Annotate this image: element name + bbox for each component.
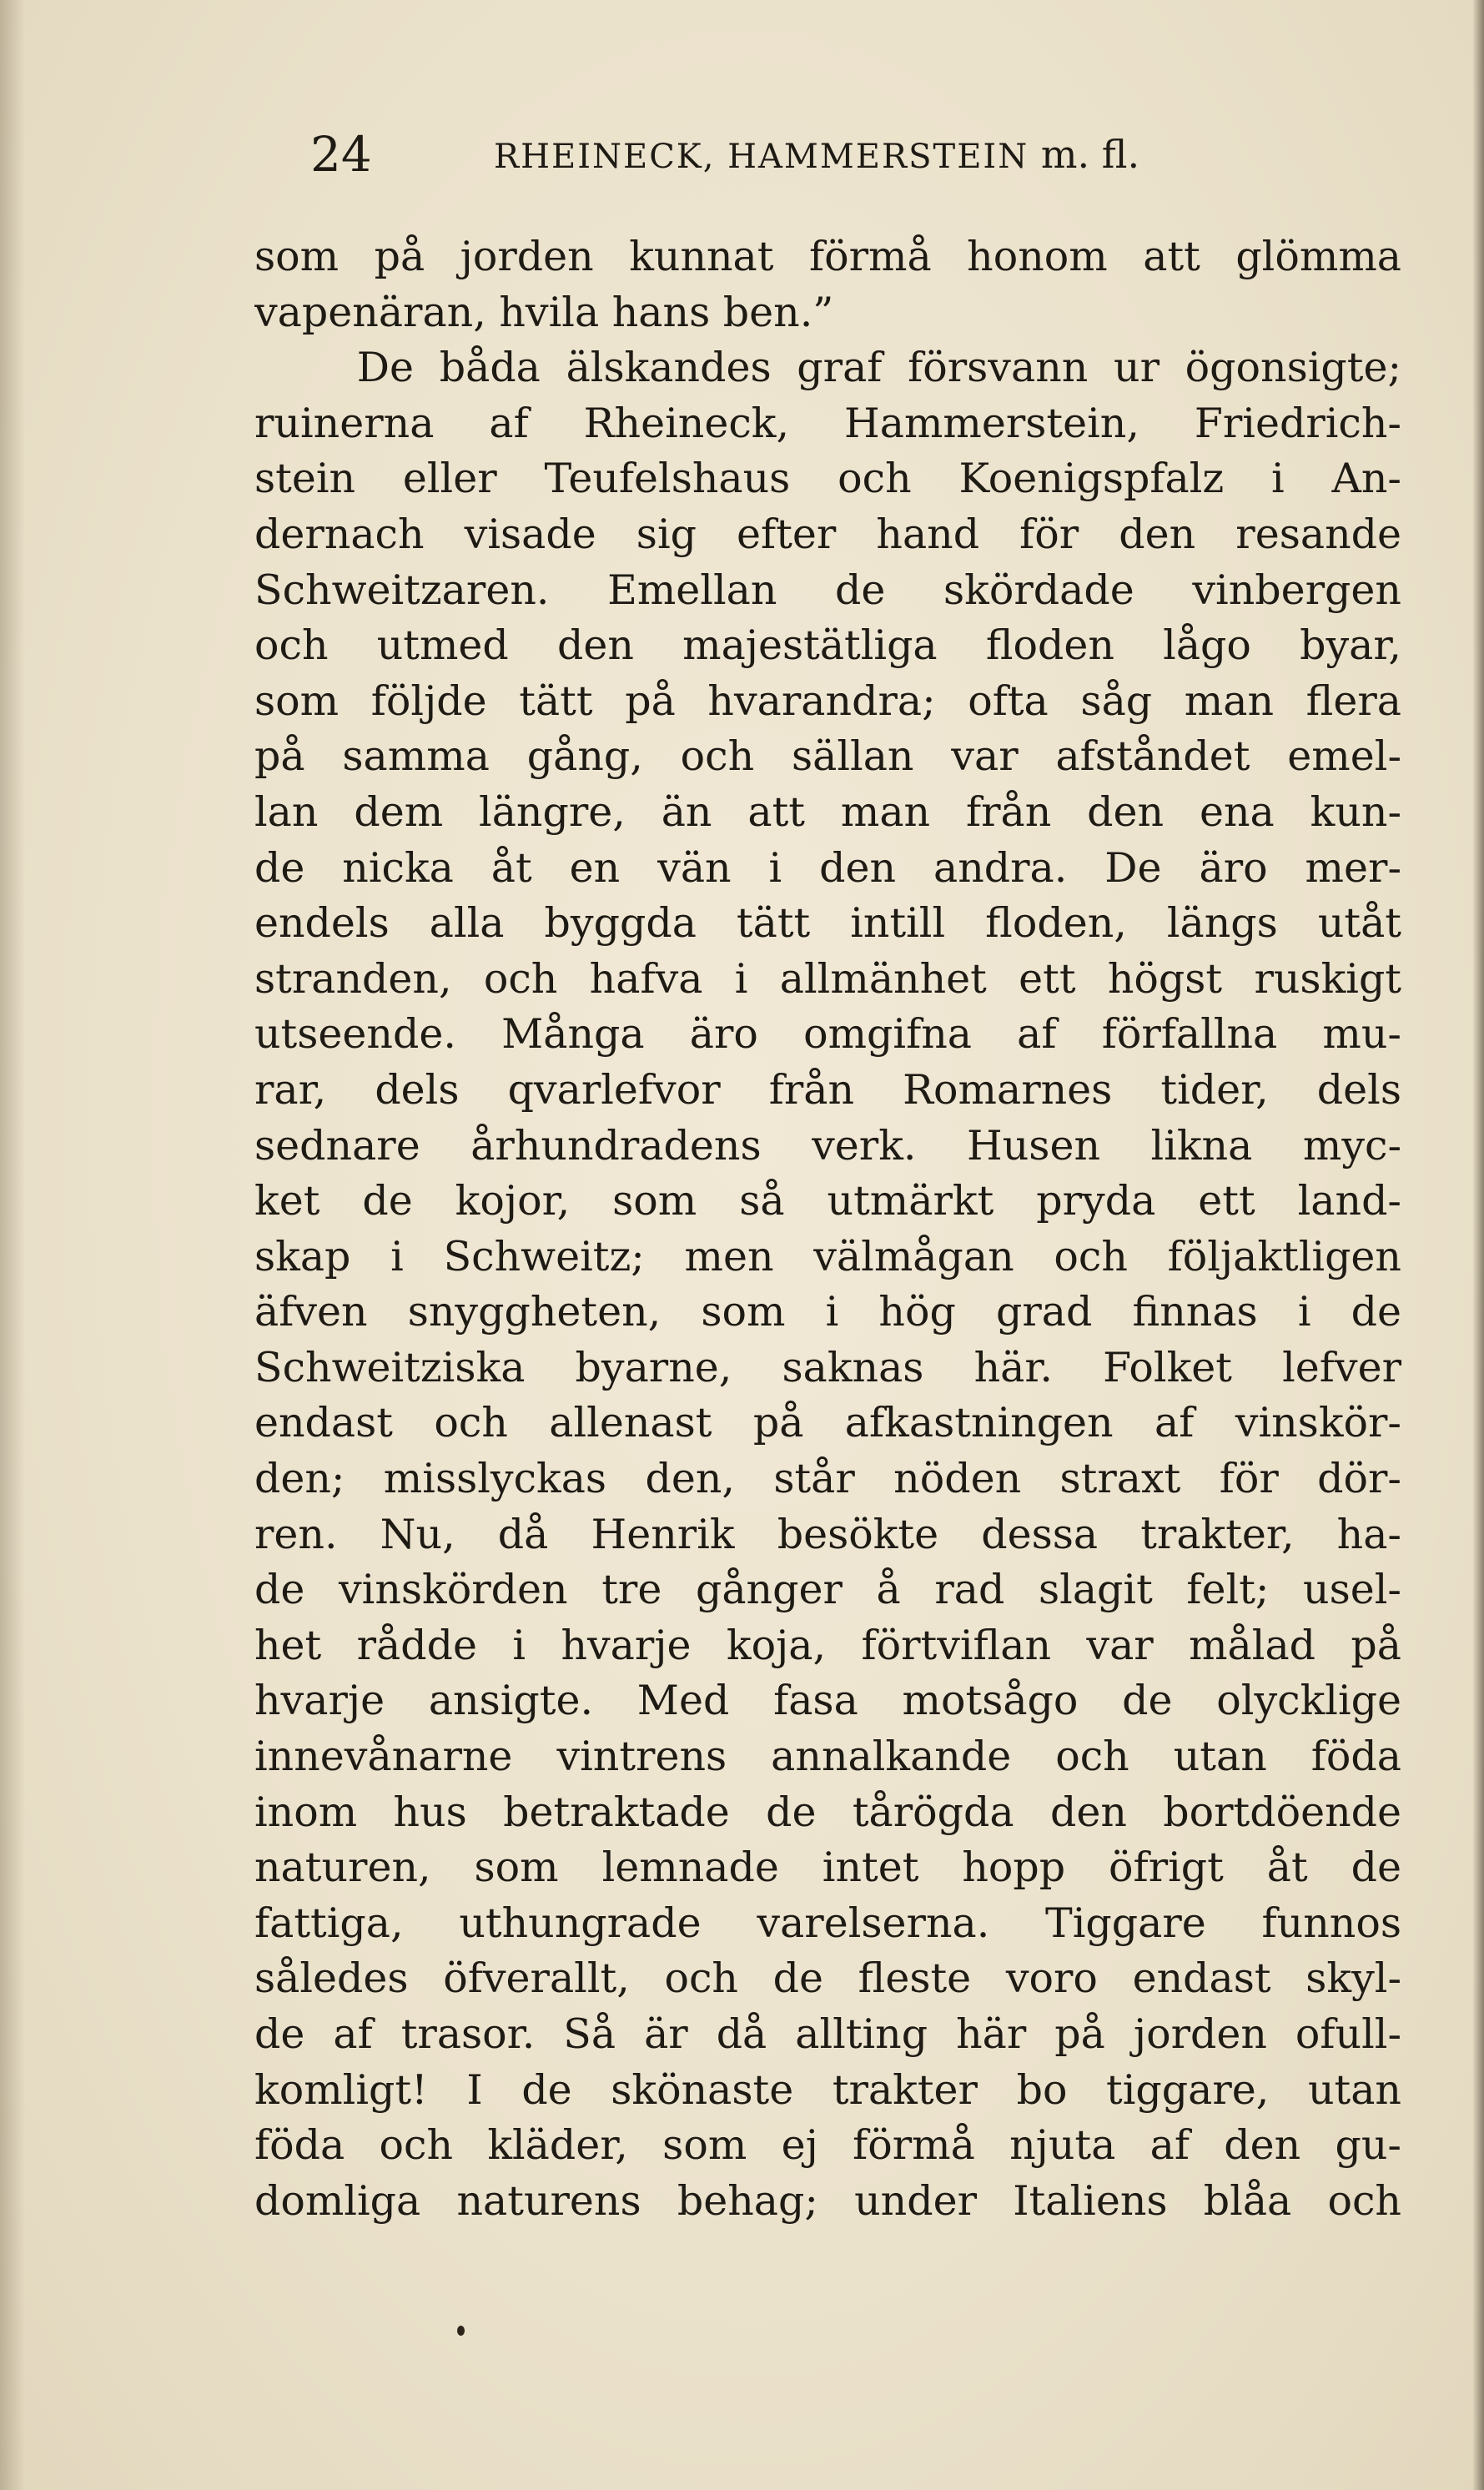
text-line: komligt! I de skönaste trakter bo tiggare, utan xyxy=(254,2065,1401,2114)
text-line: de nicka åt en vän i den andra. De äro mer- xyxy=(254,843,1401,892)
text-line: och utmed den majestätliga floden lågo byar, xyxy=(254,621,1401,670)
text-line: föda och kläder, som ej förmå njuta af den gu- xyxy=(254,2121,1401,2170)
text-line: ren. Nu, då Henrik besökte dessa trakter, ha- xyxy=(254,1510,1401,1558)
text-line: skap i Schweitz; men välmågan och följaktligen xyxy=(254,1232,1401,1280)
text-line: vapenäran, hvila hans ben.” xyxy=(254,288,834,336)
text-line: som följde tätt på hvarandra; ofta såg man flera xyxy=(254,677,1401,725)
text-line: Schweitzaren. Emellan de skördade vinbergen xyxy=(254,566,1401,614)
text-line: hvarje ansigte. Med fasa motsågo de olycklige xyxy=(254,1677,1401,1725)
text-line: således öfverallt, och de fleste voro endast skyl- xyxy=(254,1954,1401,2003)
text-line: endels alla byggda tätt intill floden, längs utåt xyxy=(254,899,1401,948)
text-line: ruinerna af Rheineck, Hammerstein, Friedrich- xyxy=(254,399,1401,447)
signature-mark xyxy=(457,2326,465,2336)
text-line: de vinskörden tre gånger å rad slagit felt; usel- xyxy=(254,1566,1401,1614)
running-title xyxy=(494,125,1139,186)
text-line: fattiga, uthungrade varelserna. Tiggare funnos xyxy=(254,1899,1401,1947)
text-line: Schweitziska byarne, saknas här. Folket lefver xyxy=(254,1343,1401,1391)
text-line: sednare århundradens verk. Husen likna myc- xyxy=(254,1121,1401,1170)
running-header xyxy=(310,125,1178,184)
page-number: 24 xyxy=(310,126,372,183)
text-line: endast och allenast på afkastningen af vinskör- xyxy=(254,1399,1401,1447)
text-line: inom hus betraktade de tårögda den bortdöende xyxy=(254,1788,1401,1836)
text-line: äfven snyggheten, som i hög grad finnas i de xyxy=(254,1288,1401,1336)
running-title-text: RHEINECK, HAMMERSTEIN xyxy=(494,138,1029,176)
text-line: domliga naturens behag; under Italiens blåa och xyxy=(254,2176,1401,2225)
text-line: het rådde i hvarje koja, förtviflan var målad på xyxy=(254,1621,1401,1669)
text-line: som på jorden kunnat förmå honom att glömma xyxy=(254,233,1401,280)
text-line: lan dem längre, än att man från den ena kun- xyxy=(254,787,1401,836)
text-line: naturen, som lemnade intet hopp öfrigt åt de xyxy=(254,1844,1401,1892)
text-line: på samma gång, och sällan var afståndet emel- xyxy=(254,732,1401,781)
text-line: innevånarne vintrens annalkande och utan föda xyxy=(254,1733,1401,1781)
text-line: stein eller Teufelshaus och Koenigspfalz i An- xyxy=(254,455,1401,503)
page-edge xyxy=(1472,0,1484,2490)
spine-shadow xyxy=(0,0,25,2490)
text-line: de af trasor. Så är då allting här på jorden ofull- xyxy=(254,2010,1401,2058)
text-line: rar, dels qvarlefvor från Romarnes tider, dels xyxy=(254,1065,1401,1114)
text-line: De båda älskandes graf försvann ur ögonsigte; xyxy=(254,344,1401,392)
text-line: den; misslyckas den, står nöden straxt för dör- xyxy=(254,1455,1401,1503)
running-title-suffix: m. fl. xyxy=(1040,132,1140,177)
body-text xyxy=(254,229,1401,2229)
text-line: stranden, och hafva i allmänhet ett högst ruskigt xyxy=(254,954,1401,1003)
text-line: ket de kojor, som så utmärkt pryda ett land- xyxy=(254,1177,1401,1225)
text-line: utseende. Många äro omgifna af förfallna mu- xyxy=(254,1010,1401,1059)
text-line: dernach visade sig efter hand för den resande xyxy=(254,510,1401,558)
